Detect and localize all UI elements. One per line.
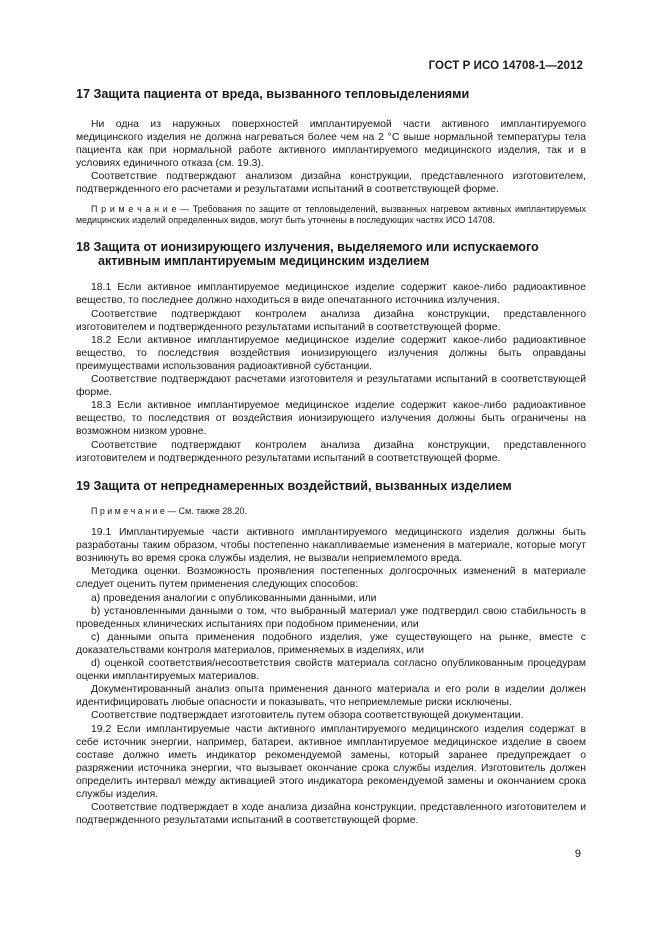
section-18-paragraph: Соответствие подтверждают контролем анализа дизайна конструкции, представленного изготовителем и подтвержденного результатами испытаний в соответствующей форме.	[76, 439, 586, 464]
standard-header: ГОСТ Р ИСО 14708-1—2012	[428, 60, 583, 72]
section-17-paragraph: Соответствие подтверждают анализом дизайна конструкции, представленного изготовителем, подтвержденного его расчетами и результатами испытаний в соответствующей форме.	[76, 171, 586, 196]
section-17-note	[76, 204, 586, 227]
section-18-paragraph: 18.2 Если активное имплантируемое медицинское изделие содержит какое-либо радиоактивное вещество, то последствия воздействия ионизирующего излучения должны быть оправданы преимуществами использования радиоактивной субстанции.	[76, 334, 586, 372]
section-17-title: 17 Защита пациента от вреда, вызванного тепловыделениями	[76, 87, 470, 101]
section-19-paragraph: Соответствие подтверждает изготовитель путем обзора соответствующей документации.	[91, 710, 524, 722]
list-item-c: c) данными опыта применения подобного изделия, уже существующего на рынке, вместе с доказательствами контроля материалов, применяемых в изделиях, или	[76, 631, 586, 656]
note-text: Требования по защите от тепловыделений, вызванных нагревом активных имплантируемых медицинских изделий определенных видов, могут быть уточнены в последующих частях ИСО 14708.	[76, 203, 586, 225]
note-label: П р и м е ч а н и е —	[91, 203, 190, 214]
list-item-d: d) оценкой соответствия/несоответствия свойств материала согласно опубликованным процедурам оценки имплантируемых материалов.	[76, 658, 586, 683]
note-text: См. также 28.20.	[176, 505, 247, 516]
section-18-title-line1: 18 Защита от ионизирующего излучения, выделяемого или испускаемого	[76, 240, 539, 255]
section-18-paragraph: Соответствие подтверждают расчетами изготовителя и результатами испытаний в соответствующей форме.	[76, 374, 586, 399]
section-19-paragraph: Методика оценки. Возможность проявления постепенных долгосрочных изменений в материале следует оценить путем применения следующих способов:	[76, 566, 586, 591]
section-19-paragraph: Соответствие подтверждает в ходе анализа дизайна конструкции, представленного изготовителем и подтвержденного результатами испытаний в соответствующей форме.	[76, 802, 586, 827]
section-18-paragraph: 18.1 Если активное имплантируемое медицинское изделие содержит какое-либо радиоактивное вещество, то последнее должно находиться в виде опечатанного источника излучения.	[76, 282, 586, 307]
section-18-paragraph: Соответствие подтверждают контролем анализа дизайна конструкции, представленного изготовителем и подтвержденного результатами испытаний в соответствующей форме.	[76, 308, 586, 333]
section-19-paragraph: 19.1 Имплантируемые части активного имплантируемого медицинского изделия должны быть разработаны таким образом, чтобы постепенно накапливаемые изменения в материале, которые могут возникнуть во время срока службы изделия, не вызвали неприемлемого вреда.	[76, 527, 586, 565]
section-18-title-line2: активным имплантируемым медицинским изделием	[98, 254, 430, 269]
page-content	[76, 84, 586, 827]
list-item-b: b) установленными данными о том, что выбранный материал уже подтвердил свою стабильность в проведенных клинических испытаниях при подобном применении, или	[76, 605, 586, 630]
section-17-paragraph: Ни одна из наружных поверхностей имплантируемой части активного имплантируемого медицинского изделия не должна нагреваться более чем на 2 °С выше нормальной температуры тела пациента как при нормальной работе активного имплантируемого медицинского изделия, так и в условиях единичного отказа (см. 19.3).	[76, 119, 586, 170]
section-18-title	[76, 240, 586, 268]
section-18-paragraph: 18.3 Если активное имплантируемое медицинское изделие содержит какое-либо радиоактивное вещество, то последствия от воздействия ионизирующего излучения должны быть ограничены на возможном низком уровне.	[76, 400, 586, 438]
section-19-paragraph: 19.2 Если имплантируемые части активного имплантируемого медицинского изделия содержат в себе источник энергии, например, батареи, активное имплантируемое медицинское изделие в своем составе должно иметь индикатор рекомендуемой замены, который заранее предупреждает о разряжении источника энергии, что вызывает окончание срока службы изделия. Изготовитель должен определить интервал между активацией этого индикатора рекомендуемой замены и окончанием срока службы изделия.	[76, 723, 586, 800]
page-number: 9	[574, 848, 581, 860]
section-19-title: 19 Защита от непреднамеренных воздействий, вызванных изделием	[76, 478, 512, 493]
section-19-paragraph: Документированный анализ опыта применения данного материала и его роли в изделии должен идентифицировать любые опасности и показывать, что неприемлемые риски исключены.	[76, 684, 586, 709]
section-19-note	[76, 506, 586, 517]
note-label: П р и м е ч а н и е —	[91, 505, 177, 516]
list-item-a: a) проведения аналогии с опубликованными данными, или	[91, 592, 377, 604]
